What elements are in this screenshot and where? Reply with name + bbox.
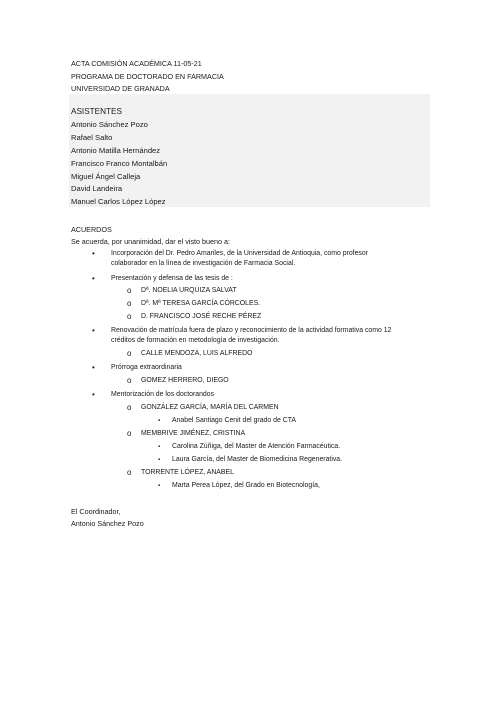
- signature-name: Antonio Sánchez Pozo: [71, 518, 144, 528]
- agreement-item-3-line1: Renovación de matrícula fuera de plazo y reconocimiento de la actividad formativa como 12: [111, 327, 392, 334]
- agreements-header: [71, 224, 230, 247]
- bullet-level2: o: [127, 376, 132, 385]
- attendee-name: Rafael Salto: [71, 132, 113, 142]
- attendee-name: David Landeira: [71, 184, 123, 194]
- agreement-item-2: Presentación y defensa de las tesis de :: [111, 275, 233, 282]
- document-header: [71, 58, 224, 96]
- attendee-name: Antonio Matilla Hernández: [71, 145, 161, 155]
- attendee-name: Francisco Franco Montalbán: [71, 158, 168, 168]
- program-name: PROGRAMA DE DOCTORADO EN FARMACIA: [71, 71, 224, 81]
- thesis-candidate: D. FRANCISCO JOSÉ RECHE PÉREZ: [141, 313, 262, 320]
- bullet-level3: ▪: [158, 457, 161, 463]
- bullet-level1: •: [92, 249, 95, 258]
- attendee-name: Manuel Carlos López López: [71, 197, 166, 207]
- attendees-section: [71, 106, 167, 209]
- bullet-level1: •: [92, 274, 95, 283]
- bullet-level2: o: [127, 286, 132, 295]
- agreement-item-5: Mentorización de los doctorandos: [111, 391, 215, 398]
- bullet-level1: •: [92, 363, 95, 372]
- signature-block: [71, 506, 144, 529]
- bullet-level3: ▪: [158, 483, 161, 489]
- thesis-candidate: Dª. Mª TERESA GARCÍA CÓRCOLES.: [141, 300, 261, 307]
- mentored-student: TORRENTE LÓPEZ, ANABEL: [141, 469, 234, 476]
- bullet-level2: o: [127, 403, 132, 412]
- agreements-heading: ACUERDOS: [71, 225, 112, 234]
- mentor-name: Marta Perea López, del Grado en Biotecnología,: [172, 482, 320, 489]
- agreement-item-1-line1: Incorporación del Dr. Pedro Amariles, de la Universidad de Antioquia, como profesor: [111, 250, 369, 257]
- bullet-level2: o: [127, 429, 132, 438]
- university-name: UNIVERSIDAD DE GRANADA: [71, 84, 170, 93]
- bullet-level2: o: [127, 299, 132, 308]
- bullet-level2: o: [127, 349, 132, 358]
- attendee-name: Miguel Ángel Calleja: [71, 171, 141, 181]
- mentored-student: MEMBRIVE JIMÉNEZ, CRISTINA: [141, 430, 246, 437]
- mentor-name: Anabel Santiago Cenit del grado de CTA: [172, 417, 296, 424]
- signature-role: El Coordinador,: [71, 507, 121, 516]
- agreement-item-4: Prórroga extraordinaria: [111, 364, 182, 371]
- agreements-intro: Se acuerda, por unanimidad, dar el visto bueno a:: [71, 236, 231, 246]
- bullet-level2: o: [127, 468, 132, 477]
- bullet-level1: •: [92, 326, 95, 335]
- agreement-item-1-line2: colaborador en la línea de investigación de Farmacia Social.: [111, 260, 296, 267]
- mentor-name: Carolina Zúñiga, del Master de Atención Farmacéutica.: [172, 443, 341, 450]
- mentored-student: GONZÁLEZ GARCÍA, MARÍA DEL CARMEN: [141, 404, 279, 411]
- bullet-level3: ▪: [158, 444, 161, 450]
- bullet-level1: •: [92, 390, 95, 399]
- enrollment-student: CALLE MENDOZA, LUIS ALFREDO: [141, 350, 253, 357]
- attendees-heading: ASISTENTES: [71, 107, 122, 116]
- minutes-title: ACTA COMISIÓN ACADÉMICA 11-05-21: [71, 59, 202, 68]
- mentor-name: Laura García, del Master de Biomedicina Regenerativa.: [172, 456, 343, 463]
- bullet-level3: ▪: [158, 418, 161, 424]
- bullet-level2: o: [127, 312, 132, 321]
- agreement-item-3-line2: créditos de formación en metodología de investigación.: [111, 337, 280, 344]
- thesis-candidate: Dª. NOELIA URQUIZA SALVAT: [141, 287, 237, 294]
- attendee-name: Antonio Sánchez Pozo: [71, 119, 148, 129]
- extension-student: GOMEZ HERRERO, DIEGO: [141, 377, 229, 384]
